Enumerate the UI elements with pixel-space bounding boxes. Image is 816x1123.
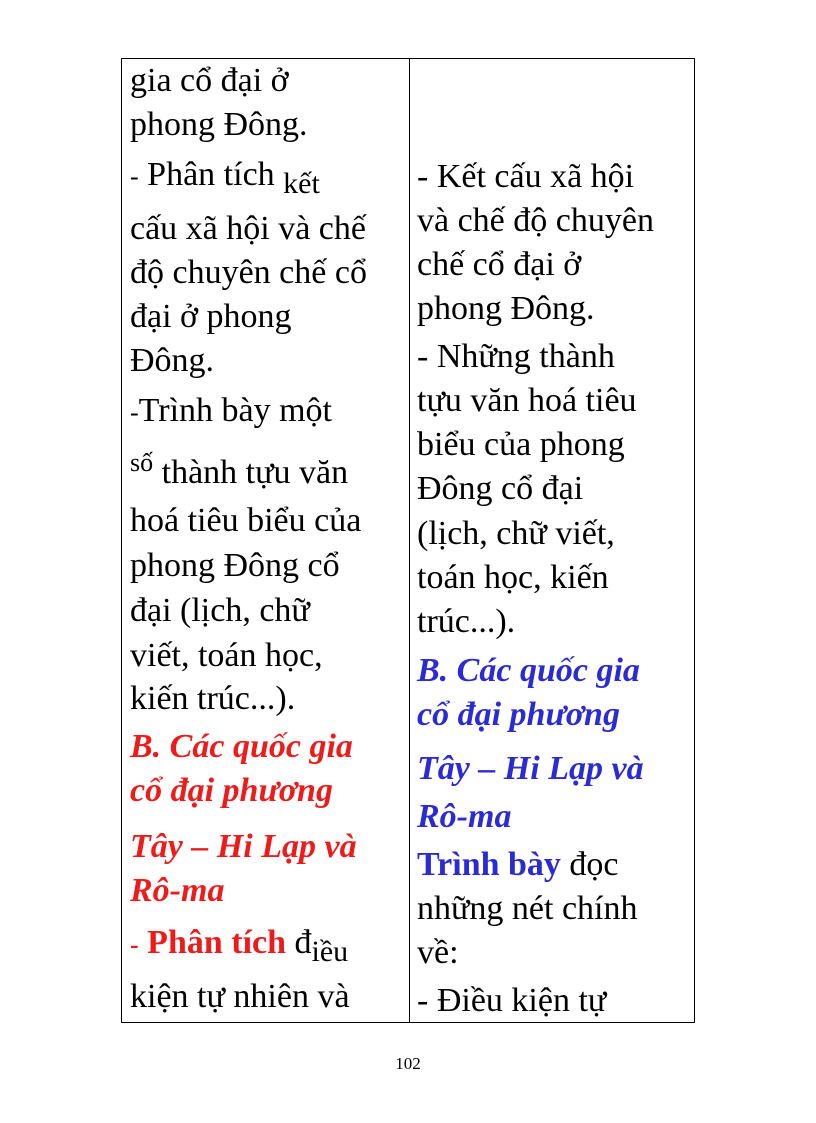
right-text: đọc — [569, 846, 619, 883]
left-line: độ chuyên chế cổ — [130, 254, 367, 291]
left-text: kết — [283, 167, 320, 200]
left-line — [130, 391, 332, 433]
right-heading-blue: B. Các quốc gia — [417, 652, 640, 689]
right-emphasis: Trình bày — [417, 846, 561, 883]
left-line: kiện tự nhiên và — [130, 978, 350, 1015]
right-line: - Điều kiện tự — [417, 982, 607, 1019]
left-line: Đông. — [130, 342, 215, 379]
right-line: tựu văn hoá tiêu — [417, 382, 637, 419]
page-number: 102 — [395, 1054, 421, 1073]
column-divider — [409, 59, 410, 1022]
right-line: những nét chính — [417, 890, 638, 927]
left-emphasis: Phân tích — [147, 924, 287, 961]
right-heading-blue: cổ đại phương — [417, 696, 620, 733]
right-line: về: — [417, 934, 459, 971]
left-line — [130, 923, 349, 968]
right-line: và chế độ chuyên — [417, 202, 654, 239]
right-line: trúc...). — [417, 603, 516, 640]
right-line: Đông cổ đại — [417, 470, 584, 507]
left-text: iều — [311, 935, 349, 968]
left-line — [130, 448, 349, 495]
left-heading-red: Tây – Hi Lạp và — [130, 828, 357, 865]
right-line: toán học, kiến — [417, 559, 609, 596]
left-line: hoá tiêu biểu của — [130, 502, 362, 539]
left-line: đại (lịch, chữ — [130, 592, 310, 629]
left-line: cấu xã hội và chế — [130, 210, 366, 247]
right-heading-blue: Tây – Hi Lạp và — [417, 750, 644, 787]
left-line: phong Đông. — [130, 106, 308, 143]
bullet-dash: - — [130, 398, 139, 427]
right-line: chế cổ đại ở — [417, 246, 582, 283]
left-line: đại ở phong — [130, 298, 292, 335]
right-line: - Kết cấu xã hội — [417, 158, 635, 195]
bullet-dash: - — [130, 930, 139, 959]
bullet-dash: - — [130, 162, 139, 191]
left-text: đ — [294, 924, 312, 961]
left-line: gia cổ đại ở — [130, 62, 289, 99]
left-heading-red: cổ đại phương — [130, 772, 333, 809]
left-text: số — [130, 448, 154, 477]
left-line — [130, 155, 320, 200]
right-line: (lịch, chữ viết, — [417, 515, 615, 552]
right-line: phong Đông. — [417, 290, 595, 327]
curriculum-table — [121, 58, 695, 1023]
left-text: Phân tích — [147, 156, 275, 193]
right-line: - Những thành — [417, 338, 615, 375]
left-text: Trình bày một — [138, 392, 332, 429]
right-heading-blue: Rô-ma — [417, 798, 512, 835]
left-text: thành tựu văn — [161, 454, 349, 491]
right-line — [417, 845, 619, 885]
left-heading-red: B. Các quốc gia — [130, 728, 353, 765]
right-line: biểu của phong — [417, 426, 625, 463]
left-heading-red: Rô-ma — [130, 872, 225, 909]
left-line: phong Đông cổ — [130, 547, 340, 584]
left-line: kiến trúc...). — [130, 680, 296, 717]
left-line: viết, toán học, — [130, 637, 323, 674]
